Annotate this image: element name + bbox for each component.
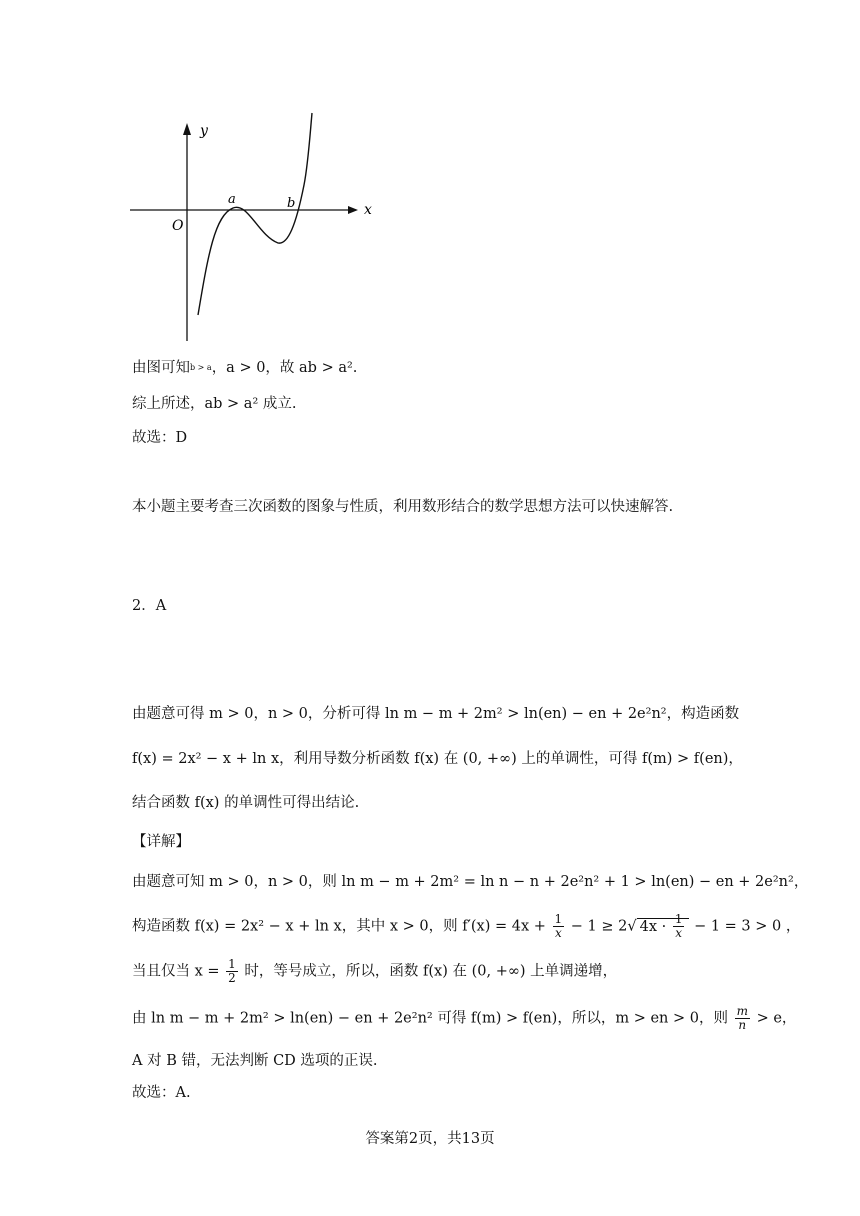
conclusion-line-2: 综上所述，ab > a² 成立. xyxy=(132,396,297,412)
sqrt-content: 4x · $\frac{1}{x}$ xyxy=(637,918,690,935)
fraction-1-over-x: $\frac{1}{x}$ xyxy=(554,912,563,940)
sqrt-symbol: √ xyxy=(627,918,637,935)
detail-line-2: 构造函数 f(x) = 2x² − x + ln x，其中 x > 0，则 f′(x) = 4x + $\frac{1}{x}$ − 1 ≥ 2√ 4x · $\frac{1}{x}$ − 1 = 3 > 0 ， xyxy=(132,912,801,940)
analysis-summary-1: 本小题主要考查三次函数的图象与性质，利用数形结合的数学思想方法可以快速解答. xyxy=(132,499,674,515)
detail-heading: 【详解】 xyxy=(132,834,190,850)
y-axis-label: y xyxy=(200,123,208,139)
answer-line-2: 故选：A. xyxy=(132,1085,191,1101)
cubic-function-graph xyxy=(120,105,390,350)
detail-line-3: 当且仅当 x = $\frac{1}{2}$ 时，等号成立，所以，函数 f(x) 在 (0, +∞) 上单调递增， xyxy=(132,957,618,985)
fraction-m-over-n: $\frac{m}{n}$ xyxy=(736,1004,748,1032)
page-footer: 答案第2页，共13页 xyxy=(365,1131,495,1147)
tiny-inequality: b > a xyxy=(190,363,212,372)
answer-line-1: 故选：D xyxy=(132,430,188,446)
analysis-line-2: f(x) = 2x² − x + ln x，利用导数分析函数 f(x) 在 (0, +∞) 上的单调性，可得 f(m) > f(en)， xyxy=(132,751,743,767)
analysis-line-1: 由题意可得 m > 0，n > 0，分析可得 ln m − m + 2m² > ln(en) − en + 2e²n²，构造函数 xyxy=(132,706,740,722)
origin-label: O xyxy=(172,218,184,234)
x-axis-label: x xyxy=(364,202,372,218)
detail-line-1: 由题意可知 m > 0，n > 0，则 ln m − m + 2m² = ln n − n + 2e²n² + 1 > ln(en) − en + 2e²n²， xyxy=(132,874,809,890)
detail-line-4: 由 ln m − m + 2m² > ln(en) − en + 2e²n² 可得 f(m) > f(en)，所以，m > en > 0，则 $\frac{m}{n}$ > e， xyxy=(132,1004,797,1032)
conclusion-line-1: 由图可知b > a，a > 0，故 ab > a². xyxy=(132,360,358,376)
y-axis-arrow xyxy=(183,123,191,135)
point-b-label: b xyxy=(287,196,296,211)
cubic-curve xyxy=(198,113,312,315)
fraction-1-over-x-inner: $\frac{1}{x}$ xyxy=(674,912,683,940)
question-2-answer: 2．A xyxy=(132,598,167,614)
detail-line-5: A 对 B 错，无法判断 CD 选项的正误. xyxy=(132,1053,378,1069)
fraction-one-half: $\frac{1}{2}$ xyxy=(228,957,236,985)
point-a-label: a xyxy=(228,192,236,207)
analysis-line-3: 结合函数 f(x) 的单调性可得出结论. xyxy=(132,795,360,811)
x-axis-arrow xyxy=(348,206,358,214)
